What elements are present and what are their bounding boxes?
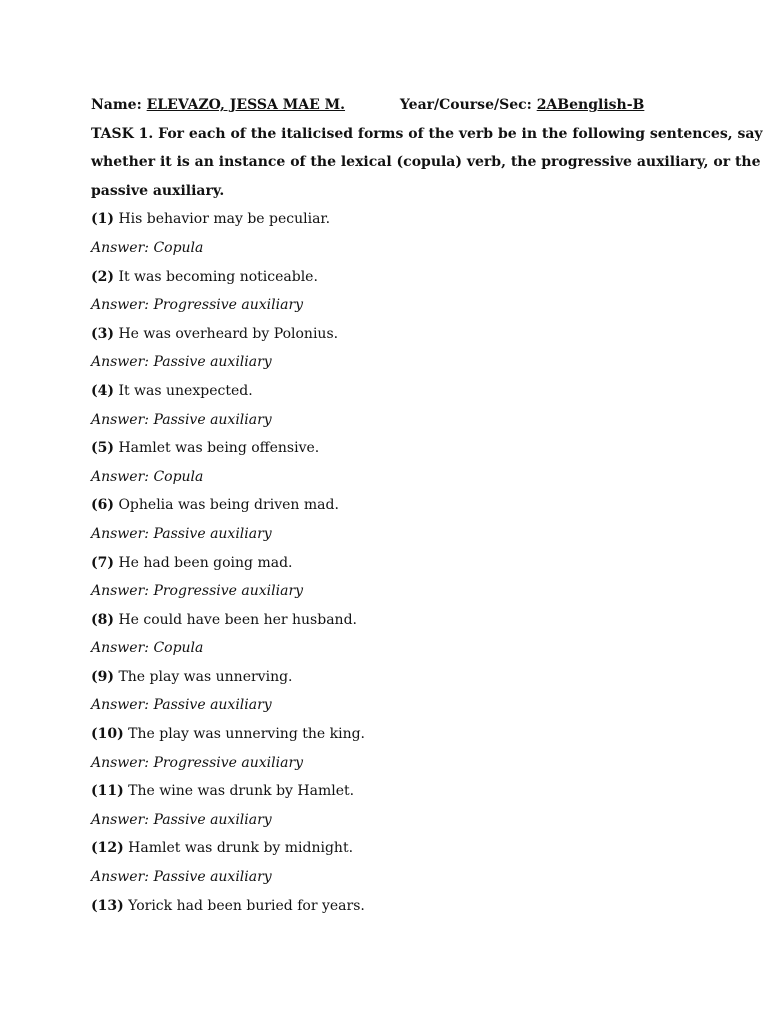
answer-line: Answer: Passive auxiliary	[91, 411, 272, 428]
question-item	[91, 892, 691, 921]
question-sentence: Hamlet was drunk by midnight.	[123, 840, 354, 857]
year-course-section	[400, 97, 644, 113]
answer-line: Answer: Passive auxiliary	[91, 811, 272, 828]
question-sentence: Yorick had been buried for years.	[123, 897, 365, 914]
year-course-value: 2ABenglish-B	[536, 97, 645, 113]
answer-line: Answer: Passive auxiliary	[91, 525, 272, 542]
task-instruction-line-3: passive auxiliary.	[91, 182, 225, 199]
answer-line: Answer: Progressive auxiliary	[91, 297, 304, 314]
question-number: (6)	[91, 497, 114, 514]
question-item	[91, 320, 691, 349]
question-sentence: His behavior may be peculiar.	[114, 211, 331, 228]
question-number: (10)	[91, 726, 124, 743]
question-item	[91, 834, 691, 863]
answer-line: Answer: Passive auxiliary	[91, 354, 272, 371]
question-number: (7)	[91, 554, 114, 571]
question-item	[91, 434, 691, 463]
question-number: (4)	[91, 382, 114, 399]
question-item	[91, 549, 691, 578]
header-line	[91, 91, 691, 120]
question-item	[91, 720, 691, 749]
question-number: (1)	[91, 211, 114, 228]
question-sentence: The wine was drunk by Hamlet.	[123, 783, 355, 800]
question-number: (8)	[91, 611, 114, 628]
task-instruction-line-1: TASK 1. For each of the italicised forms of the verb be in the following sentences, say	[91, 125, 763, 142]
question-sentence: The play was unnerving.	[114, 668, 293, 685]
question-item	[91, 491, 691, 520]
question-list	[91, 205, 691, 920]
question-number: (13)	[91, 897, 124, 914]
question-number: (5)	[91, 440, 114, 457]
question-sentence: He could have been her husband.	[114, 611, 357, 628]
answer-line: Answer: Progressive auxiliary	[91, 583, 304, 600]
answer-line: Answer: Passive auxiliary	[91, 697, 272, 714]
answer-line: Answer: Copula	[91, 640, 204, 657]
question-number: (12)	[91, 840, 124, 857]
answer-line: Answer: Copula	[91, 468, 204, 485]
question-sentence: Ophelia was being driven mad.	[114, 497, 339, 514]
question-sentence: It was becoming noticeable.	[114, 268, 318, 285]
question-item	[91, 606, 691, 635]
answer-line: Answer: Passive auxiliary	[91, 869, 272, 886]
question-number: (2)	[91, 268, 114, 285]
name-value: ELEVAZO, JESSA MAE M.	[146, 97, 346, 113]
question-sentence: It was unexpected.	[114, 382, 253, 399]
answer-line: Answer: Progressive auxiliary	[91, 754, 304, 771]
question-number: (9)	[91, 668, 114, 685]
question-sentence: He was overheard by Polonius.	[114, 325, 339, 342]
question-item	[91, 377, 691, 406]
task-instruction-line-2: whether it is an instance of the lexical (copula) verb, the progressive auxiliary, or the	[91, 154, 761, 171]
question-item	[91, 263, 691, 292]
question-sentence: He had been going mad.	[114, 554, 293, 571]
answer-line: Answer: Copula	[91, 239, 204, 256]
question-number: (3)	[91, 325, 114, 342]
document-page	[91, 91, 763, 920]
name-label: Name:	[91, 97, 147, 113]
question-sentence: Hamlet was being offensive.	[114, 440, 320, 457]
question-item	[91, 663, 691, 692]
year-course-label: Year/Course/Sec:	[399, 97, 537, 113]
question-sentence: The play was unnerving the king.	[123, 726, 365, 743]
question-item	[91, 777, 691, 806]
question-number: (11)	[91, 783, 124, 800]
question-item	[91, 205, 691, 234]
